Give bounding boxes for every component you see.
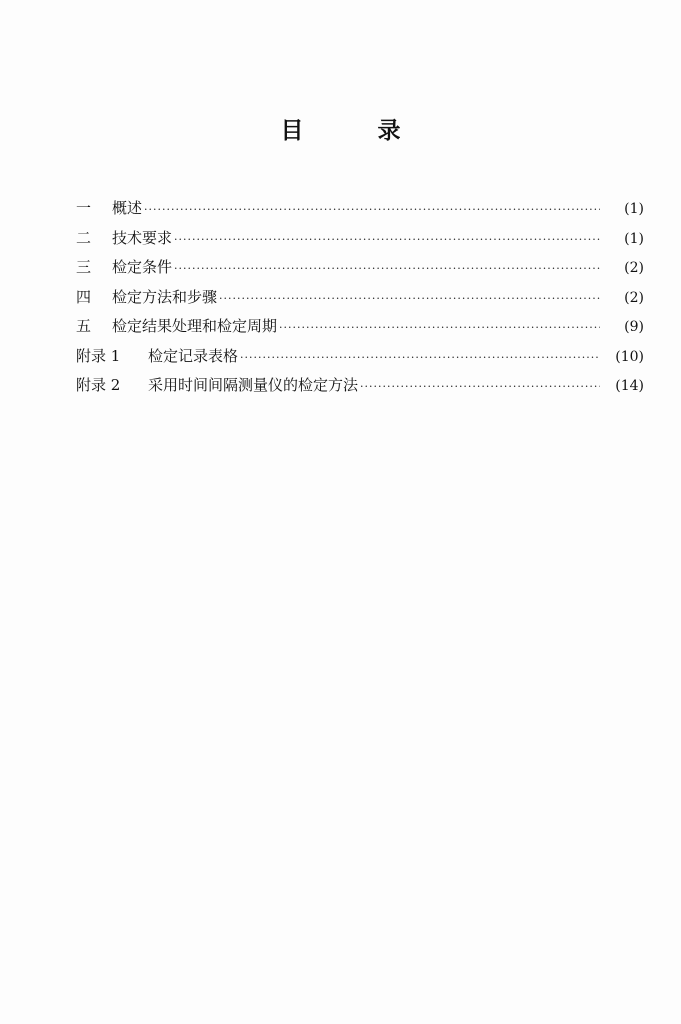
dot-leader: [174, 262, 600, 275]
dot-leader: [144, 203, 600, 216]
table-of-contents: [76, 197, 644, 404]
toc-entry-number: 附录 1: [76, 346, 121, 365]
toc-entry-page: (2): [624, 260, 644, 276]
toc-entry-1[interactable]: [76, 197, 644, 227]
toc-entry-label: 检定条件: [112, 258, 173, 276]
toc-entry-number: 四: [76, 287, 92, 306]
toc-entry-page: (10): [615, 348, 644, 365]
toc-entry-page: (2): [624, 289, 644, 306]
toc-entry-page: (14): [615, 378, 644, 394]
dot-leader: [360, 380, 600, 393]
dot-leader: [279, 321, 600, 334]
toc-entry-label: 检定记录表格: [148, 346, 239, 365]
toc-entry-page: (1): [624, 230, 644, 247]
toc-entry-number: 二: [76, 228, 92, 247]
toc-entry-3[interactable]: [76, 256, 644, 286]
page-title: [0, 112, 681, 145]
toc-entry-label: 检定结果处理和检定周期: [112, 317, 278, 335]
toc-entry-number: 一: [76, 199, 92, 217]
dot-leader: [174, 233, 600, 246]
toc-entry-label: 检定方法和步骤: [112, 287, 218, 306]
title-char-1: 目: [280, 118, 304, 144]
toc-entry-5[interactable]: [76, 315, 644, 345]
toc-entry-number: 附录 2: [76, 376, 121, 394]
toc-entry-2[interactable]: [76, 227, 644, 257]
toc-entry-page: (9): [624, 319, 644, 335]
title-char-2: 录: [377, 118, 401, 144]
dot-leader: [219, 292, 600, 305]
toc-entry-label: 技术要求: [112, 228, 173, 247]
toc-entry-page: (1): [624, 201, 644, 217]
toc-entry-appendix-1[interactable]: [76, 345, 644, 375]
toc-entry-label: 采用时间间隔测量仪的检定方法: [148, 376, 359, 394]
toc-entry-4[interactable]: [76, 286, 644, 316]
toc-entry-number: 五: [76, 317, 92, 335]
toc-entry-number: 三: [76, 258, 92, 276]
toc-entry-appendix-2[interactable]: [76, 374, 644, 404]
dot-leader: [240, 351, 600, 364]
toc-entry-label: 概述: [112, 199, 143, 217]
